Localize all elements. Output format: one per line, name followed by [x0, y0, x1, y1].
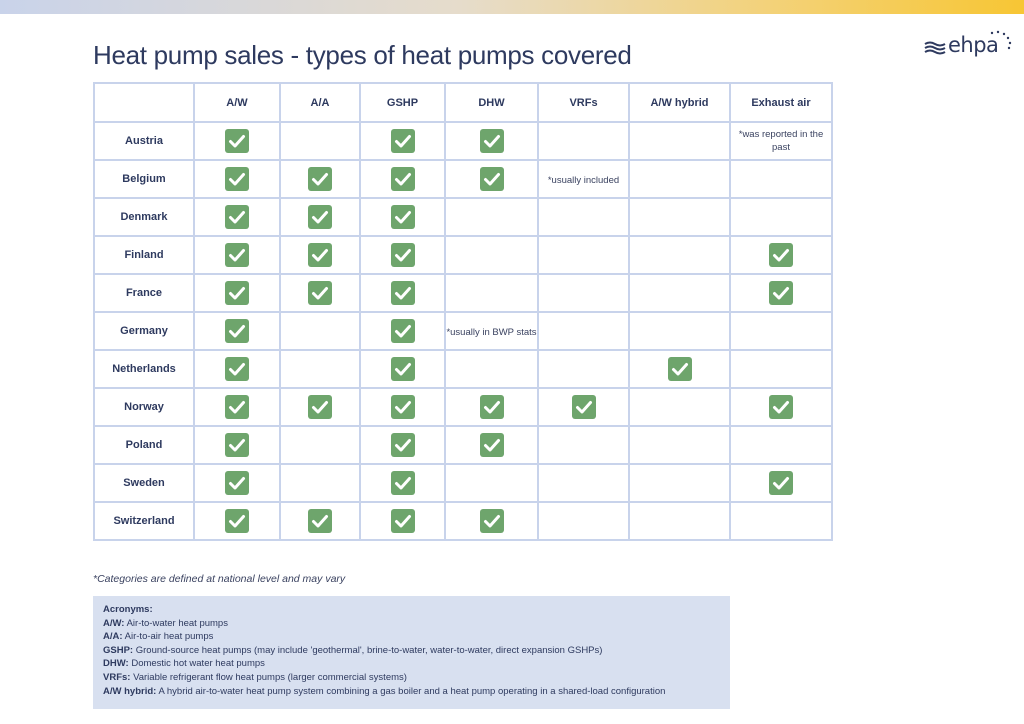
- top-gradient-bar: [0, 0, 1024, 14]
- table-row: [94, 274, 832, 312]
- country-cell: Sweden: [94, 464, 194, 502]
- column-header: VRFs: [538, 83, 629, 122]
- acronym-term: A/A:: [103, 631, 123, 643]
- coverage-cell: [730, 160, 832, 198]
- checkmark-icon: [225, 243, 249, 267]
- coverage-cell: [629, 274, 730, 312]
- acronym-item: [103, 617, 720, 631]
- column-header: DHW: [445, 83, 538, 122]
- country-cell: Germany: [94, 312, 194, 350]
- coverage-cell: [629, 426, 730, 464]
- checkmark-icon: [391, 357, 415, 381]
- coverage-cell: [730, 502, 832, 540]
- checkmark-icon: [391, 243, 415, 267]
- coverage-cell: [280, 160, 360, 198]
- table-header-row: [94, 83, 832, 122]
- checkmark-icon: [391, 471, 415, 495]
- table-row: [94, 198, 832, 236]
- column-header: A/W hybrid: [629, 83, 730, 122]
- acronym-description: Ground-source heat pumps (may include 'geothermal', brine-to-water, water-to-water, direct expansion GSHPs): [135, 644, 603, 656]
- coverage-cell: [629, 464, 730, 502]
- coverage-cell: [194, 502, 280, 540]
- coverage-cell: [280, 312, 360, 350]
- table-row: [94, 236, 832, 274]
- table-row: [94, 160, 832, 198]
- coverage-cell: [629, 236, 730, 274]
- column-header: A/W: [194, 83, 280, 122]
- checkmark-icon: [308, 509, 332, 533]
- acronym-term: A/W hybrid:: [103, 685, 157, 697]
- acronym-description: Variable refrigerant flow heat pumps (larger commercial systems): [133, 671, 407, 683]
- coverage-cell: [280, 236, 360, 274]
- checkmark-icon: [308, 167, 332, 191]
- acronym-list: [103, 617, 720, 699]
- column-header: GSHP: [360, 83, 445, 122]
- coverage-cell: [730, 464, 832, 502]
- footnote: *Categories are defined at national level and may vary: [93, 573, 346, 585]
- acronym-item: [103, 671, 720, 685]
- cell-note: *usually included: [547, 175, 620, 186]
- checkmark-icon: [225, 281, 249, 305]
- checkmark-icon: [391, 319, 415, 343]
- coverage-cell: [538, 160, 629, 198]
- coverage-cell: [194, 236, 280, 274]
- checkmark-icon: [308, 281, 332, 305]
- acronym-term: GSHP:: [103, 644, 134, 656]
- checkmark-icon: [225, 205, 249, 229]
- country-cell: Denmark: [94, 198, 194, 236]
- acronym-item: [103, 685, 720, 699]
- acronym-description: A hybrid air-to-water heat pump system combining a gas boiler and a heat pump operating in a shared-load configuration: [158, 685, 666, 697]
- checkmark-icon: [480, 129, 504, 153]
- coverage-cell: [280, 464, 360, 502]
- checkmark-icon: [391, 129, 415, 153]
- checkmark-icon: [668, 357, 692, 381]
- coverage-cell: [194, 388, 280, 426]
- coverage-cell: [280, 502, 360, 540]
- coverage-cell: [194, 160, 280, 198]
- table-row: [94, 426, 832, 464]
- acronym-item: [103, 644, 720, 658]
- coverage-cell: [445, 236, 538, 274]
- acronym-term: DHW:: [103, 658, 129, 670]
- country-cell: Poland: [94, 426, 194, 464]
- coverage-cell: [629, 388, 730, 426]
- table-body: [94, 122, 832, 540]
- coverage-cell: [730, 312, 832, 350]
- checkmark-icon: [225, 129, 249, 153]
- coverage-cell: [730, 198, 832, 236]
- coverage-cell: [194, 122, 280, 160]
- coverage-cell: [730, 426, 832, 464]
- coverage-cell: [360, 236, 445, 274]
- coverage-cell: [538, 312, 629, 350]
- coverage-cell: [538, 502, 629, 540]
- checkmark-icon: [225, 357, 249, 381]
- checkmark-icon: [225, 395, 249, 419]
- checkmark-icon: [769, 471, 793, 495]
- coverage-cell: [280, 388, 360, 426]
- country-cell: Austria: [94, 122, 194, 160]
- coverage-cell: [280, 122, 360, 160]
- coverage-cell: [445, 464, 538, 502]
- coverage-cell: [280, 198, 360, 236]
- checkmark-icon: [391, 167, 415, 191]
- coverage-cell: [538, 388, 629, 426]
- coverage-cell: [629, 312, 730, 350]
- checkmark-icon: [391, 395, 415, 419]
- checkmark-icon: [391, 433, 415, 457]
- coverage-cell: [194, 198, 280, 236]
- checkmark-icon: [769, 243, 793, 267]
- checkmark-icon: [769, 395, 793, 419]
- coverage-cell: [360, 312, 445, 350]
- coverage-cell: [194, 350, 280, 388]
- coverage-cell: [280, 350, 360, 388]
- coverage-cell: [360, 502, 445, 540]
- checkmark-icon: [308, 205, 332, 229]
- country-cell: Switzerland: [94, 502, 194, 540]
- page-title: Heat pump sales - types of heat pumps covered: [93, 40, 632, 70]
- acronym-description: Air-to-water heat pumps: [126, 617, 228, 629]
- coverage-cell: [538, 122, 629, 160]
- coverage-cell: [445, 502, 538, 540]
- coverage-cell: [730, 350, 832, 388]
- coverage-cell: [194, 426, 280, 464]
- country-cell: Finland: [94, 236, 194, 274]
- coverage-cell: [730, 236, 832, 274]
- acronyms-box: [93, 596, 730, 709]
- coverage-cell: [360, 274, 445, 312]
- acronyms-heading: Acronyms:: [103, 604, 153, 615]
- coverage-cell: [629, 350, 730, 388]
- acronym-term: A/W:: [103, 617, 125, 629]
- coverage-cell: [194, 464, 280, 502]
- coverage-cell: [445, 160, 538, 198]
- coverage-cell: [445, 122, 538, 160]
- coverage-cell: [360, 122, 445, 160]
- checkmark-icon: [572, 395, 596, 419]
- coverage-cell: [629, 502, 730, 540]
- country-cell: Belgium: [94, 160, 194, 198]
- coverage-cell: [445, 350, 538, 388]
- table-row: [94, 122, 832, 160]
- column-header: Exhaust air: [730, 83, 832, 122]
- logo-text: ehpa: [948, 33, 999, 57]
- table-row: [94, 350, 832, 388]
- coverage-cell: [730, 274, 832, 312]
- coverage-cell: [730, 388, 832, 426]
- coverage-cell: [629, 198, 730, 236]
- checkmark-icon: [769, 281, 793, 305]
- checkmark-icon: [480, 167, 504, 191]
- checkmark-icon: [225, 167, 249, 191]
- checkmark-icon: [308, 395, 332, 419]
- acronym-description: Air-to-air heat pumps: [124, 631, 214, 643]
- checkmark-icon: [225, 509, 249, 533]
- checkmark-icon: [391, 509, 415, 533]
- column-header: [94, 83, 194, 122]
- checkmark-icon: [391, 281, 415, 305]
- coverage-cell: [194, 312, 280, 350]
- coverage-cell: [730, 122, 832, 160]
- acronym-item: [103, 630, 720, 644]
- coverage-cell: [360, 426, 445, 464]
- acronym-item: [103, 657, 720, 671]
- ehpa-logo: [922, 30, 1014, 60]
- checkmark-icon: [308, 243, 332, 267]
- cell-note: *usually in BWP stats: [446, 327, 537, 338]
- coverage-cell: [445, 274, 538, 312]
- coverage-cell: [445, 388, 538, 426]
- coverage-cell: [280, 274, 360, 312]
- checkmark-icon: [225, 471, 249, 495]
- coverage-cell: [360, 388, 445, 426]
- country-cell: Netherlands: [94, 350, 194, 388]
- checkmark-icon: [480, 433, 504, 457]
- coverage-cell: [360, 198, 445, 236]
- acronym-description: Domestic hot water heat pumps: [131, 658, 265, 670]
- coverage-cell: [445, 198, 538, 236]
- checkmark-icon: [225, 433, 249, 457]
- coverage-cell: [280, 426, 360, 464]
- coverage-cell: [360, 464, 445, 502]
- coverage-cell: [360, 350, 445, 388]
- coverage-cell: [538, 464, 629, 502]
- checkmark-icon: [391, 205, 415, 229]
- coverage-cell: [538, 350, 629, 388]
- table-row: [94, 312, 832, 350]
- coverage-cell: [629, 160, 730, 198]
- coverage-cell: [538, 198, 629, 236]
- acronym-term: VRFs:: [103, 671, 131, 683]
- heat-pump-coverage-table: [93, 82, 833, 541]
- checkmark-icon: [225, 319, 249, 343]
- country-cell: France: [94, 274, 194, 312]
- coverage-cell: [629, 122, 730, 160]
- table-row: [94, 388, 832, 426]
- checkmark-icon: [480, 395, 504, 419]
- checkmark-icon: [480, 509, 504, 533]
- coverage-cell: [445, 312, 538, 350]
- coverage-cell: [194, 274, 280, 312]
- cell-note: *was reported in the past: [738, 128, 824, 153]
- table-row: [94, 502, 832, 540]
- coverage-cell: [538, 274, 629, 312]
- coverage-cell: [445, 426, 538, 464]
- coverage-cell: [538, 236, 629, 274]
- table-row: [94, 464, 832, 502]
- coverage-cell: [538, 426, 629, 464]
- country-cell: Norway: [94, 388, 194, 426]
- coverage-cell: [360, 160, 445, 198]
- column-header: A/A: [280, 83, 360, 122]
